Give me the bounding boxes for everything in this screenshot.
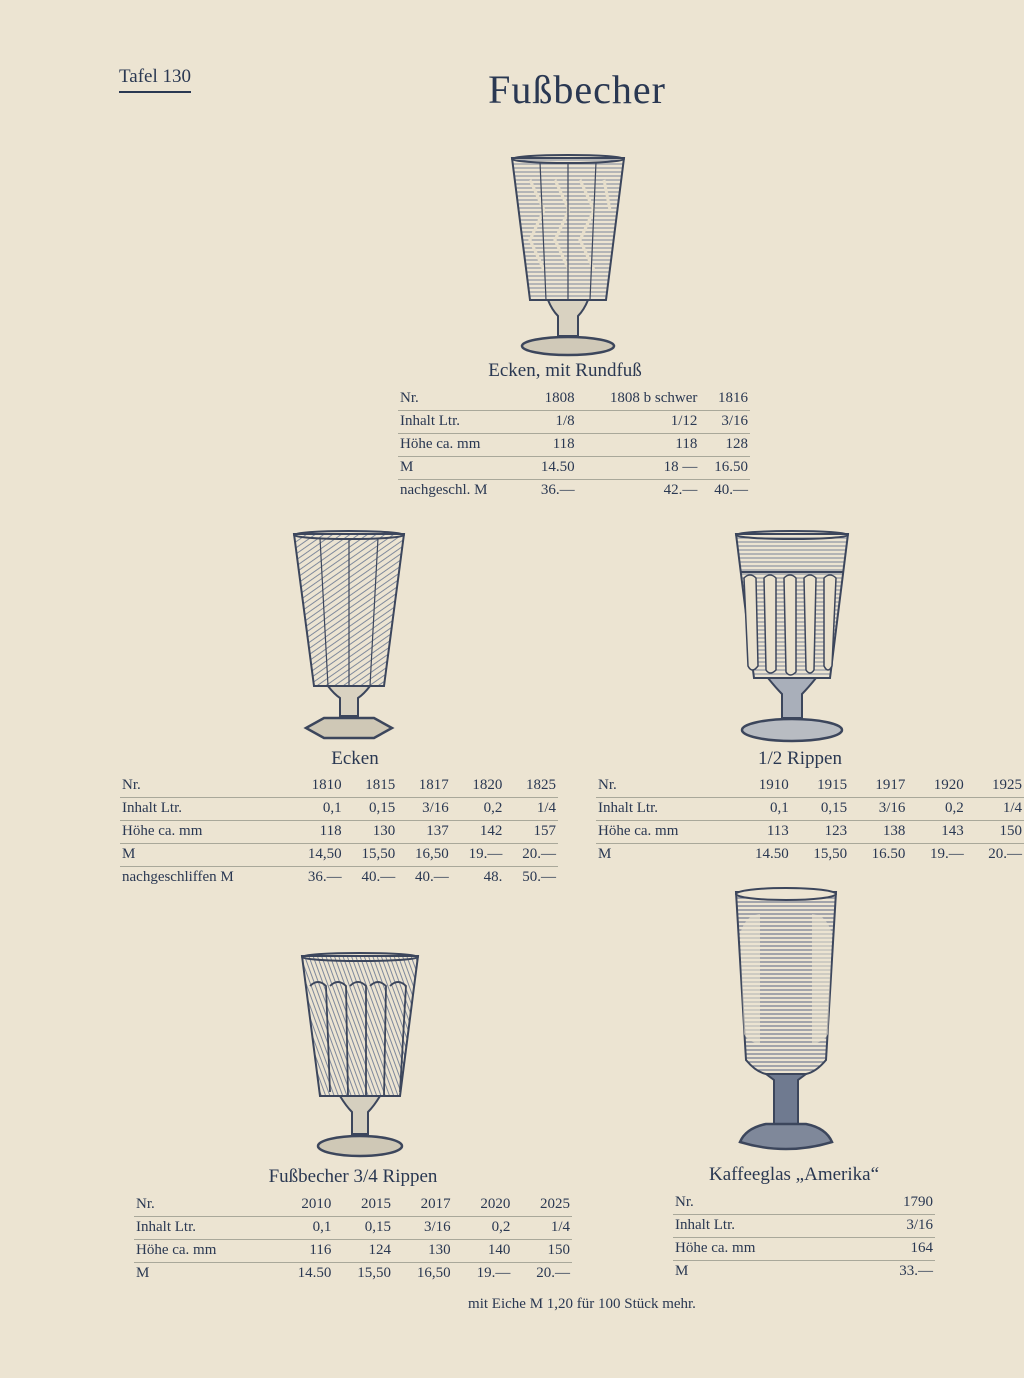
spec-value: 0,1 [322, 800, 342, 816]
spec-value: 0,2 [491, 1219, 511, 1235]
spec-value: 0,1 [770, 800, 789, 816]
spec-value: 1/4 [550, 1219, 570, 1235]
footed-tumbler-three-quarter-ribs-drawing [296, 950, 424, 1162]
spec-row [673, 1215, 935, 1238]
spec-value: 36.— [307, 869, 342, 885]
spec-value: 1825 [526, 777, 556, 793]
spec-value: 0,1 [312, 1219, 332, 1235]
spec-value: 3/16 [878, 800, 906, 816]
spec-row [134, 1240, 572, 1263]
caption-half-ribs-text: 1/2 Rippen [758, 748, 842, 769]
spec-row [398, 457, 750, 480]
spec-value: 142 [479, 823, 503, 839]
footer-note: mit Eiche M 1,20 für 100 Stück mehr. [468, 1296, 696, 1312]
spec-value: 40.— [415, 869, 449, 885]
footed-tumbler-facets-round-foot-drawing [500, 150, 636, 360]
spec-value: 1815 [365, 777, 396, 793]
spec-value: 1/8 [555, 413, 575, 429]
spec-value: 2020 [480, 1196, 511, 1212]
spec-row [596, 775, 1024, 798]
spec-value: 1808 b schwer [609, 390, 698, 406]
spec-value: 20.— [988, 846, 1022, 862]
spec-row [120, 821, 558, 844]
row-label: Höhe ca. mm [400, 436, 481, 452]
spec-value: 0,2 [944, 800, 964, 816]
spec-table-ecken [120, 775, 558, 889]
spec-value: 1/4 [1002, 800, 1022, 816]
spec-value: 113 [766, 823, 789, 839]
spec-value: 14,50 [307, 846, 342, 862]
row-label: Nr. [675, 1194, 694, 1210]
spec-row [134, 1217, 572, 1240]
spec-value: 143 [941, 823, 964, 839]
spec-value: 1917 [875, 777, 906, 793]
spec-value: 1920 [933, 777, 964, 793]
spec-value: 20.— [536, 1265, 570, 1281]
row-label: Höhe ca. mm [675, 1240, 756, 1256]
spec-value: 2017 [420, 1196, 451, 1212]
spec-value: 15,50 [357, 1265, 391, 1281]
spec-value: 48. [483, 869, 503, 885]
spec-value: 18 — [663, 459, 698, 475]
spec-value: 150 [547, 1242, 570, 1258]
footed-tumbler-facets-drawing [286, 528, 412, 744]
spec-value: 40.— [714, 482, 748, 498]
coffee-glass-amerika-drawing [726, 884, 846, 1160]
spec-table-half-ribs [596, 775, 1024, 866]
spec-value: 3/16 [906, 1217, 933, 1233]
spec-value: 20.— [522, 846, 556, 862]
spec-value: 16.50 [871, 846, 906, 862]
spec-row [596, 798, 1024, 821]
spec-value: 36.— [540, 482, 575, 498]
spec-row [398, 480, 750, 503]
row-label: Höhe ca. mm [136, 1242, 217, 1258]
caption-kaffeeglas: Kaffeeglas „Amerika“ [708, 1164, 880, 1185]
row-label: Inhalt Ltr. [675, 1217, 735, 1233]
row-label: Inhalt Ltr. [122, 800, 182, 816]
caption-ecken: Ecken [331, 748, 379, 769]
spec-value: 33.— [899, 1263, 933, 1279]
spec-table-ecken-rundfuss [398, 388, 750, 502]
spec-value: 1925 [992, 777, 1022, 793]
row-label: M [598, 846, 612, 862]
spec-value: 124 [368, 1242, 391, 1258]
spec-value: 14.50 [297, 1265, 332, 1281]
row-label: Höhe ca. mm [122, 823, 203, 839]
spec-value: 2010 [301, 1196, 332, 1212]
row-label: Nr. [598, 777, 617, 793]
spec-row [120, 775, 558, 798]
row-label: Inhalt Ltr. [136, 1219, 196, 1235]
row-label: Nr. [400, 390, 419, 406]
row-label: nachgeschl. M [400, 482, 488, 498]
spec-value: 150 [999, 823, 1022, 839]
caption-three-quarter-ribs-text: Fußbecher 3/4 Rippen [268, 1166, 438, 1187]
spec-value: 50.— [522, 869, 556, 885]
spec-value: 1810 [311, 777, 342, 793]
row-label: Höhe ca. mm [598, 823, 679, 839]
spec-value: 1790 [903, 1194, 933, 1210]
spec-value: 0,15 [364, 1219, 391, 1235]
spec-value: 140 [487, 1242, 511, 1258]
row-label: M [122, 846, 136, 862]
spec-table-kaffeeglas [673, 1192, 935, 1283]
spec-value: 0,2 [483, 800, 503, 816]
spec-value: 0,15 [368, 800, 396, 816]
spec-value: 1808 [544, 390, 575, 406]
spec-value: 1915 [817, 777, 848, 793]
row-label: Inhalt Ltr. [598, 800, 658, 816]
spec-value: 19.— [476, 1265, 511, 1281]
spec-value: 42.— [663, 482, 698, 498]
spec-value: 19.— [468, 846, 503, 862]
spec-row [120, 844, 558, 867]
spec-value: 3/16 [423, 1219, 451, 1235]
spec-row [673, 1238, 935, 1261]
spec-value: 137 [426, 823, 449, 839]
row-label: nachgeschliffen M [122, 869, 234, 885]
spec-value: 157 [533, 823, 556, 839]
spec-value: 118 [319, 823, 342, 839]
caption-ecken-rundfuss: Ecken, mit Rundfuß [488, 360, 642, 381]
page-title: Fußbecher [488, 67, 666, 112]
spec-value: 16,50 [415, 846, 449, 862]
spec-value: 2015 [361, 1196, 391, 1212]
spec-value: 123 [824, 823, 848, 839]
spec-row [673, 1192, 935, 1215]
spec-value: 2025 [540, 1196, 570, 1212]
spec-row [134, 1263, 572, 1286]
spec-value: 164 [910, 1240, 933, 1256]
spec-value: 1817 [418, 777, 449, 793]
spec-value: 1910 [758, 777, 789, 793]
spec-value: 14.50 [540, 459, 575, 475]
row-label: M [136, 1265, 150, 1281]
spec-value: 1816 [718, 390, 748, 406]
plate-number: Tafel 130 [119, 66, 191, 93]
spec-value: 1820 [472, 777, 503, 793]
spec-value: 138 [882, 823, 906, 839]
spec-value: 1/4 [536, 800, 556, 816]
spec-value: 118 [675, 436, 698, 452]
spec-row [596, 821, 1024, 844]
spec-value: 16,50 [416, 1265, 451, 1281]
caption-half-ribs [730, 748, 870, 770]
row-label: Inhalt Ltr. [400, 413, 460, 429]
spec-row [134, 1194, 572, 1217]
row-label: Nr. [136, 1196, 155, 1212]
spec-value: 15,50 [813, 846, 848, 862]
spec-value: 130 [372, 823, 396, 839]
spec-value: 14.50 [755, 846, 789, 862]
spec-value: 16.50 [714, 459, 748, 475]
spec-value: 128 [725, 436, 748, 452]
footed-tumbler-half-ribs-drawing [728, 528, 856, 746]
spec-value: 40.— [361, 869, 396, 885]
spec-row [398, 388, 750, 411]
spec-row [673, 1261, 935, 1284]
row-label: M [675, 1263, 689, 1279]
spec-value: 19.— [929, 846, 964, 862]
row-label: Nr. [122, 777, 141, 793]
spec-value: 130 [428, 1242, 451, 1258]
spec-value: 15,50 [361, 846, 396, 862]
spec-row [398, 434, 750, 457]
spec-row [398, 411, 750, 434]
spec-table-three-quarter-ribs [134, 1194, 572, 1285]
spec-value: 1/12 [670, 413, 698, 429]
spec-value: 0,15 [820, 800, 848, 816]
spec-row [596, 844, 1024, 867]
row-label: M [400, 459, 414, 475]
spec-value: 116 [309, 1242, 332, 1258]
spec-value: 3/16 [721, 413, 748, 429]
spec-row [120, 867, 558, 890]
caption-three-quarter-ribs [240, 1166, 466, 1188]
spec-value: 118 [552, 436, 575, 452]
spec-value: 3/16 [422, 800, 449, 816]
spec-row [120, 798, 558, 821]
